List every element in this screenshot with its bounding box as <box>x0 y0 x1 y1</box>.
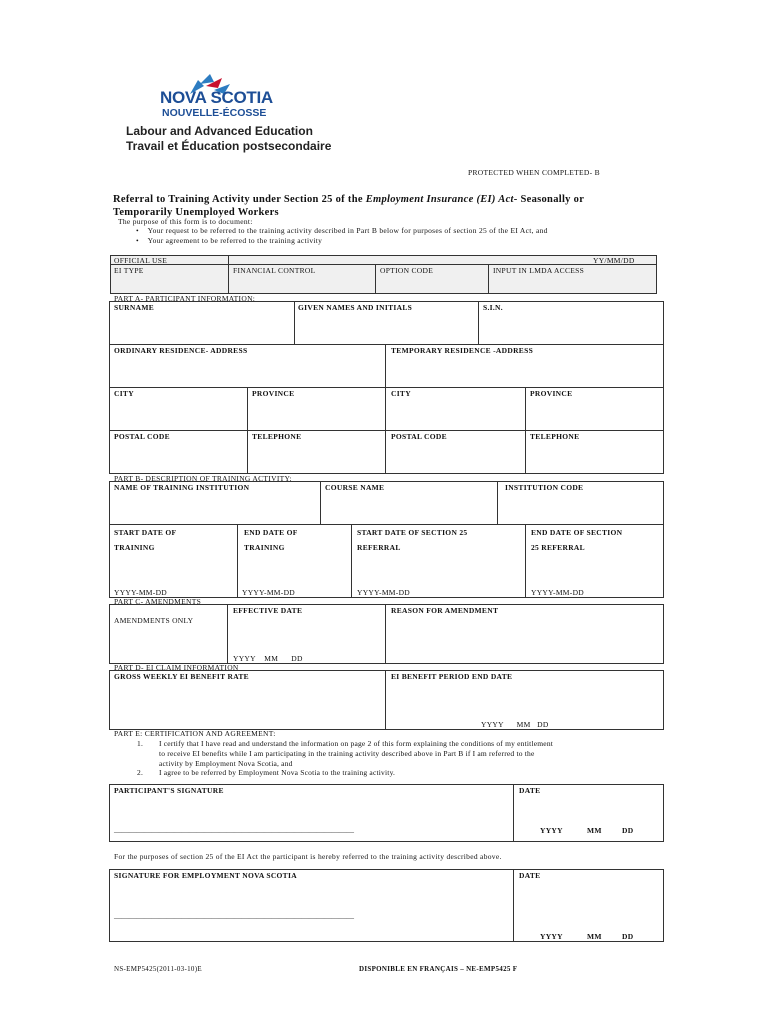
ens-date-field[interactable] <box>514 883 663 928</box>
effective-date-format: YYYY MM DD <box>233 654 303 663</box>
start-referral-label: START DATE OF SECTION 25 REFERRAL <box>357 528 468 552</box>
page-title: Referral to Training Activity under Section 25 of the Employment Insurance (EI) Act- Seasonally or Temporarily Unemployed Workers <box>113 194 585 218</box>
cert-item-2: 2. I agree to be referred by Employment Nova Scotia to the training activity. <box>137 768 396 777</box>
temp-telephone-field[interactable] <box>526 443 663 473</box>
telephone-field[interactable] <box>248 443 384 473</box>
benefit-end-field[interactable] <box>386 683 663 717</box>
part-c-title: PART C- AMENDMENTS <box>114 597 202 606</box>
part-b-title: PART B- DESCRIPTION OF TRAINING ACTIVITY: <box>114 474 292 483</box>
temp-province-field[interactable] <box>526 400 663 429</box>
city-label: CITY <box>114 389 134 398</box>
ens-date-label: DATE <box>519 871 541 880</box>
ordinary-address-field[interactable] <box>110 357 384 386</box>
part-a-row-3 <box>109 430 664 431</box>
participant-signature-line: ________________________________________________________________ <box>114 825 354 834</box>
amendments-only-label: AMENDMENTS ONLY <box>114 616 194 625</box>
effective-date-label: EFFECTIVE DATE <box>233 606 303 615</box>
referral-note: For the purposes of section 25 of the EI Act the participant is hereby referred to the training activity described above. <box>114 852 502 861</box>
start-training-field[interactable] <box>110 556 236 584</box>
cert-item-1: 1. I certify that I have read and understand the information on page 2 of this form explaining the conditions of my entitlement to receive EI benefits while I am participating in the training activity described above in Part B if I am referred to the activity by Employment Nova Scotia, and <box>137 739 554 768</box>
protected-label: PROTECTED WHEN COMPLETED- B <box>468 168 600 177</box>
given-names-field[interactable] <box>295 314 477 343</box>
logo-name-en: NOVA SCOTIA <box>160 88 273 107</box>
form-code: NS-EMP5425(2011-03-10)E <box>114 965 202 973</box>
telephone-label: TELEPHONE <box>252 432 302 441</box>
sin-label: S.I.N. <box>483 303 503 312</box>
official-use-date-format: YY/MM/DD <box>593 256 635 265</box>
part-a-row-1 <box>109 344 664 345</box>
ordinary-address-label: ORDINARY RESIDENCE- ADDRESS <box>114 346 248 355</box>
participant-date-dd: DD <box>622 826 634 835</box>
reason-label: REASON FOR AMENDMENT <box>391 606 499 615</box>
end-training-label: END DATE OF TRAINING <box>244 528 298 552</box>
end-training-format: YYYY-MM-DD <box>242 588 295 597</box>
province-field[interactable] <box>248 400 384 429</box>
part-d-title: PART D- EI CLAIM INFORMATION <box>114 663 239 672</box>
option-code-label: OPTION CODE <box>380 266 434 275</box>
part-e-title: PART E: CERTIFICATION AND AGREEMENT: <box>114 729 276 738</box>
ens-date-dd: DD <box>622 932 634 941</box>
financial-control-label: FINANCIAL CONTROL <box>233 266 316 275</box>
french-availability: DISPONIBLE EN FRANÇAIS – NE-EMP5425 F <box>359 965 518 973</box>
institution-code-label: INSTITUTION CODE <box>505 483 584 492</box>
purpose-bullet-2: • Your agreement to be referred to the training activity <box>136 236 323 245</box>
course-name-label: COURSE NAME <box>325 483 385 492</box>
temp-postal-code-label: POSTAL CODE <box>391 432 447 441</box>
department-fr: Travail et Éducation postsecondaire <box>126 139 332 153</box>
participant-date-field[interactable] <box>514 798 663 822</box>
institution-name-label: NAME OF TRAINING INSTITUTION <box>114 483 250 492</box>
official-use-title: OFFICIAL USE <box>114 256 168 265</box>
ens-signature-line: ________________________________________________________________ <box>114 911 354 920</box>
sin-field[interactable] <box>479 314 663 343</box>
given-names-label: GIVEN NAMES AND INITIALS <box>298 303 413 312</box>
benefit-end-format: YYYY MM DD <box>481 720 549 729</box>
institution-code-field[interactable] <box>498 494 663 523</box>
gross-weekly-field[interactable] <box>110 683 384 729</box>
end-referral-field[interactable] <box>526 556 663 584</box>
course-name-field[interactable] <box>321 494 496 523</box>
temp-city-label: CITY <box>391 389 411 398</box>
part-a-row-2 <box>109 387 664 388</box>
temporary-address-label: TEMPORARY RESIDENCE -ADDRESS <box>391 346 534 355</box>
purpose-intro: The purpose of this form is to document: <box>118 217 253 226</box>
official-use-col-2 <box>375 264 376 294</box>
department-en: Labour and Advanced Education <box>126 124 313 138</box>
ens-date-mm: MM <box>587 932 602 941</box>
start-training-format: YYYY-MM-DD <box>114 588 167 597</box>
participant-date-label: DATE <box>519 786 541 795</box>
ens-signature-label: SIGNATURE FOR EMPLOYMENT NOVA SCOTIA <box>114 871 297 880</box>
reason-field[interactable] <box>386 617 663 663</box>
end-training-field[interactable] <box>238 556 350 584</box>
benefit-end-label: EI BENEFIT PERIOD END DATE <box>391 672 513 681</box>
province-label: PROVINCE <box>252 389 295 398</box>
end-referral-format: YYYY-MM-DD <box>531 588 584 597</box>
participant-signature-label: PARTICIPANT'S SIGNATURE <box>114 786 224 795</box>
surname-field[interactable] <box>110 314 293 343</box>
ei-type-label: EI TYPE <box>114 266 144 275</box>
start-training-label: START DATE OF TRAINING <box>114 528 177 552</box>
temp-telephone-label: TELEPHONE <box>530 432 580 441</box>
participant-date-yyyy: YYYY <box>540 826 563 835</box>
start-referral-format: YYYY-MM-DD <box>357 588 410 597</box>
logo-name-fr: NOUVELLE-ÉCOSSE <box>162 107 267 119</box>
ens-date-yyyy: YYYY <box>540 932 563 941</box>
temp-postal-code-field[interactable] <box>386 443 524 473</box>
surname-label: SURNAME <box>114 303 155 312</box>
official-use-divider <box>110 264 657 265</box>
postal-code-label: POSTAL CODE <box>114 432 170 441</box>
part-a-title: PART A- PARTICIPANT INFORMATION: <box>114 294 256 303</box>
gross-weekly-label: GROSS WEEKLY EI BENEFIT RATE <box>114 672 249 681</box>
temporary-address-field[interactable] <box>386 357 663 386</box>
logo <box>120 74 360 154</box>
temp-province-label: PROVINCE <box>530 389 573 398</box>
participant-date-mm: MM <box>587 826 602 835</box>
institution-name-field[interactable] <box>110 494 319 523</box>
temp-city-field[interactable] <box>386 400 524 429</box>
purpose-bullet-1: • Your request to be referred to the training activity described in Part B below for purposes of section 25 of the EI Act, and <box>136 226 548 235</box>
effective-date-field[interactable] <box>228 617 384 651</box>
start-referral-field[interactable] <box>352 556 524 584</box>
city-field[interactable] <box>110 400 246 429</box>
postal-code-field[interactable] <box>110 443 246 473</box>
input-lmda-label: INPUT IN LMDA ACCESS <box>493 266 585 275</box>
official-use-col-1 <box>228 255 229 294</box>
official-use-col-3 <box>488 264 489 294</box>
end-referral-label: END DATE OF SECTION 25 REFERRAL <box>531 528 623 552</box>
